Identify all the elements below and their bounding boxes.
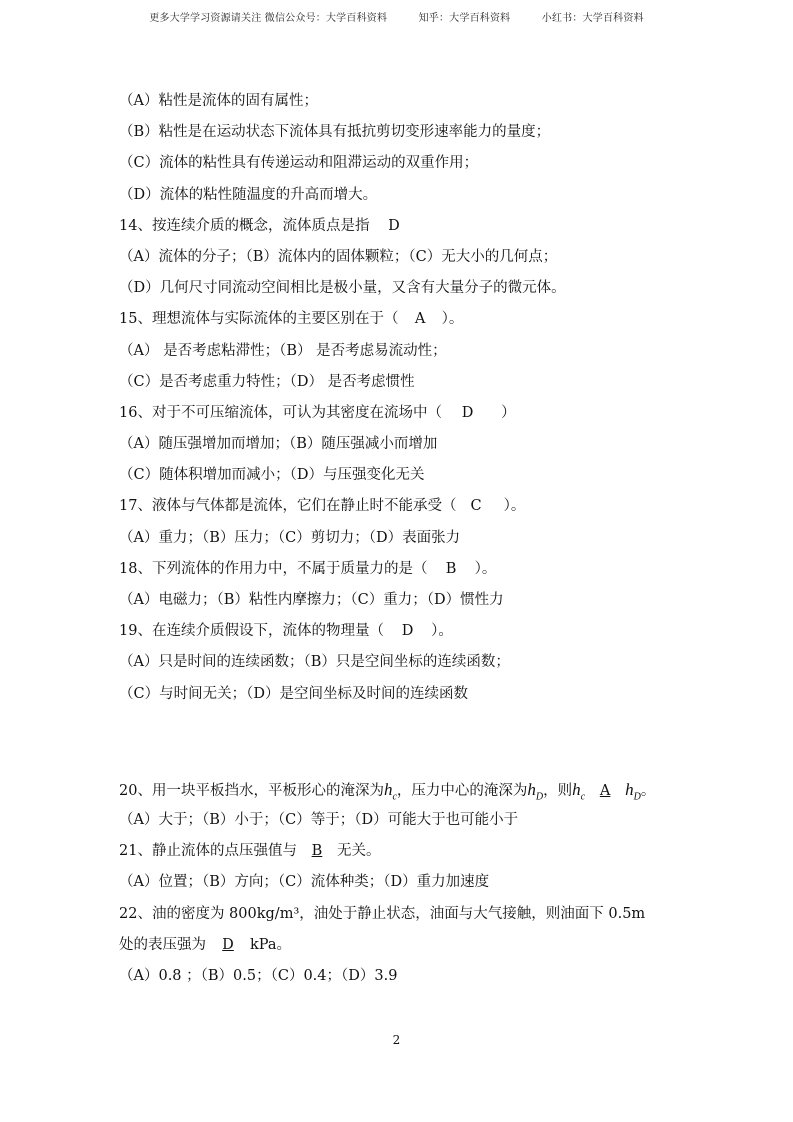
variable-subscript: c xyxy=(580,791,586,803)
header-zhihu: 知乎：大学百科资料 xyxy=(418,13,511,24)
option-line: （A）大于；（B）小于；（C）等于；（D）可能大于也可能小于 xyxy=(119,811,519,828)
option-line: （A）位置；（B）方向；（C）流体种类；（D）重力加速度 xyxy=(119,874,490,891)
question-stem: 14、按连续介质的概念，流体质点是指 xyxy=(119,217,370,234)
page-number: 2 xyxy=(392,1033,401,1047)
question-tail: ）。 xyxy=(441,311,464,328)
question-stem: 20、用一块平板挡水，平板形心的淹深为 xyxy=(119,782,384,799)
option-line: （B）粘性是在运动状态下流体具有抵抗剪切变形速率能力的量度； xyxy=(119,124,551,141)
question-tail: ）。 xyxy=(474,560,497,577)
option-line: （C）与时间无关；（D）是空间坐标及时间的连续函数 xyxy=(119,685,468,702)
question-stem-end: ，则 xyxy=(543,782,573,799)
question-22: 22、油的密度为 800kg/m³，油处于静止状态，油面与大气接触，则油面下 0.5m xyxy=(119,905,646,922)
variable-letter: h xyxy=(625,779,634,799)
question-stem: 处的表压强为 xyxy=(119,936,206,953)
header-wechat: 更多大学学习资源请关注 微信公众号：大学百科资料 xyxy=(149,13,388,24)
question-list xyxy=(119,86,679,992)
option-line: （A）只是时间的连续函数；（B）只是空间坐标的连续函数； xyxy=(119,654,510,671)
question-18 xyxy=(119,554,679,585)
answer: B xyxy=(311,843,323,860)
question-tail: ）。 xyxy=(503,498,526,515)
variable-letter: h xyxy=(572,779,581,799)
variable-hd xyxy=(625,779,641,803)
question-tail: ）。 xyxy=(431,623,453,640)
question-tail: 无关。 xyxy=(336,843,381,860)
option-line: （A） 是否考虑粘滞性；（B） 是否考虑易流动性； xyxy=(119,342,447,359)
answer: D xyxy=(222,936,234,953)
variable-subscript: D xyxy=(535,791,544,803)
answer: A xyxy=(414,311,426,328)
question-16 xyxy=(119,398,679,429)
variable-letter: h xyxy=(527,779,536,799)
question-stem: 18、下列流体的作用力中，不属于质量力的是（ xyxy=(119,560,428,577)
answer: C xyxy=(470,498,482,515)
variable-hc xyxy=(572,779,586,803)
option-line: （A）0.8 ；（B）0.5；（C）0.4；（D）3.9 xyxy=(119,967,398,984)
question-stem: 16、对于不可压缩流体，可认为其密度在流场中（ xyxy=(119,404,442,421)
question-22-cont xyxy=(119,930,679,961)
question-stem: 17、液体与气体都是流体，它们在静止时不能承受（ xyxy=(119,498,457,515)
option-line: （A）重力；（B）压力；（C）剪切力；（D）表面张力 xyxy=(119,529,461,546)
answer: D xyxy=(401,623,414,640)
question-stem: 15、理想流体与实际流体的主要区别在于（ xyxy=(119,311,399,328)
page-header xyxy=(0,9,793,24)
question-tail: ） xyxy=(501,404,516,421)
variable-subscript: D xyxy=(633,791,641,803)
option-line: （A）粘性是流体的固有属性； xyxy=(119,93,318,109)
option-line: （C）随体积增加而减小；（D）与压强变化无关 xyxy=(119,467,425,484)
question-21 xyxy=(119,836,679,867)
question-stem-middle: ，压力中心的淹深为 xyxy=(396,782,528,799)
answer: B xyxy=(445,560,457,577)
spacer xyxy=(119,710,679,774)
option-line: （D）流体的粘性随温度的升高而增大。 xyxy=(119,186,378,203)
variable-letter: h xyxy=(383,779,393,799)
question-stem: 21、静止流体的点压强值与 xyxy=(119,843,297,860)
option-line: （A）随压强增加而增加；（B）随压强减小而增加 xyxy=(119,436,438,453)
option-line: （A）电磁力；（B）粘性内摩擦力；（C）重力；（D）惯性力 xyxy=(119,592,504,608)
option-line: （C）流体的粘性具有传递运动和阻滞运动的双重作用； xyxy=(119,155,479,172)
answer: A xyxy=(599,782,611,799)
option-line: （C）是否考虑重力特性；（D） 是否考虑惯性 xyxy=(119,373,415,390)
option-line: （D）几何尺寸同流动空间相比是极小量，又含有大量分子的微元体。 xyxy=(119,280,566,297)
question-20: 20、用一块平板挡水，平板形心的淹深为$h_c$，压力中心的淹深为$h_D$，则$h_c$ A $h_D$。 xyxy=(119,774,679,805)
question-stem: 19、在连续介质假设下，流体的物理量（ xyxy=(119,623,384,640)
variable-hd xyxy=(527,779,544,803)
variable-subscript: c xyxy=(392,791,397,803)
question-14 xyxy=(119,211,679,242)
question-tail: kPa。 xyxy=(250,936,292,953)
variable-hc xyxy=(383,779,397,803)
header-xiaohongshu: 小红书：大学百科资料 xyxy=(541,13,644,24)
option-line: （A）流体的分子；（B）流体内的固体颗粒；（C）无大小的几何点； xyxy=(119,248,558,265)
question-15 xyxy=(119,304,679,335)
question-17 xyxy=(119,491,679,522)
answer: D xyxy=(461,404,474,421)
answer: D xyxy=(388,217,400,234)
question-19 xyxy=(119,616,679,647)
